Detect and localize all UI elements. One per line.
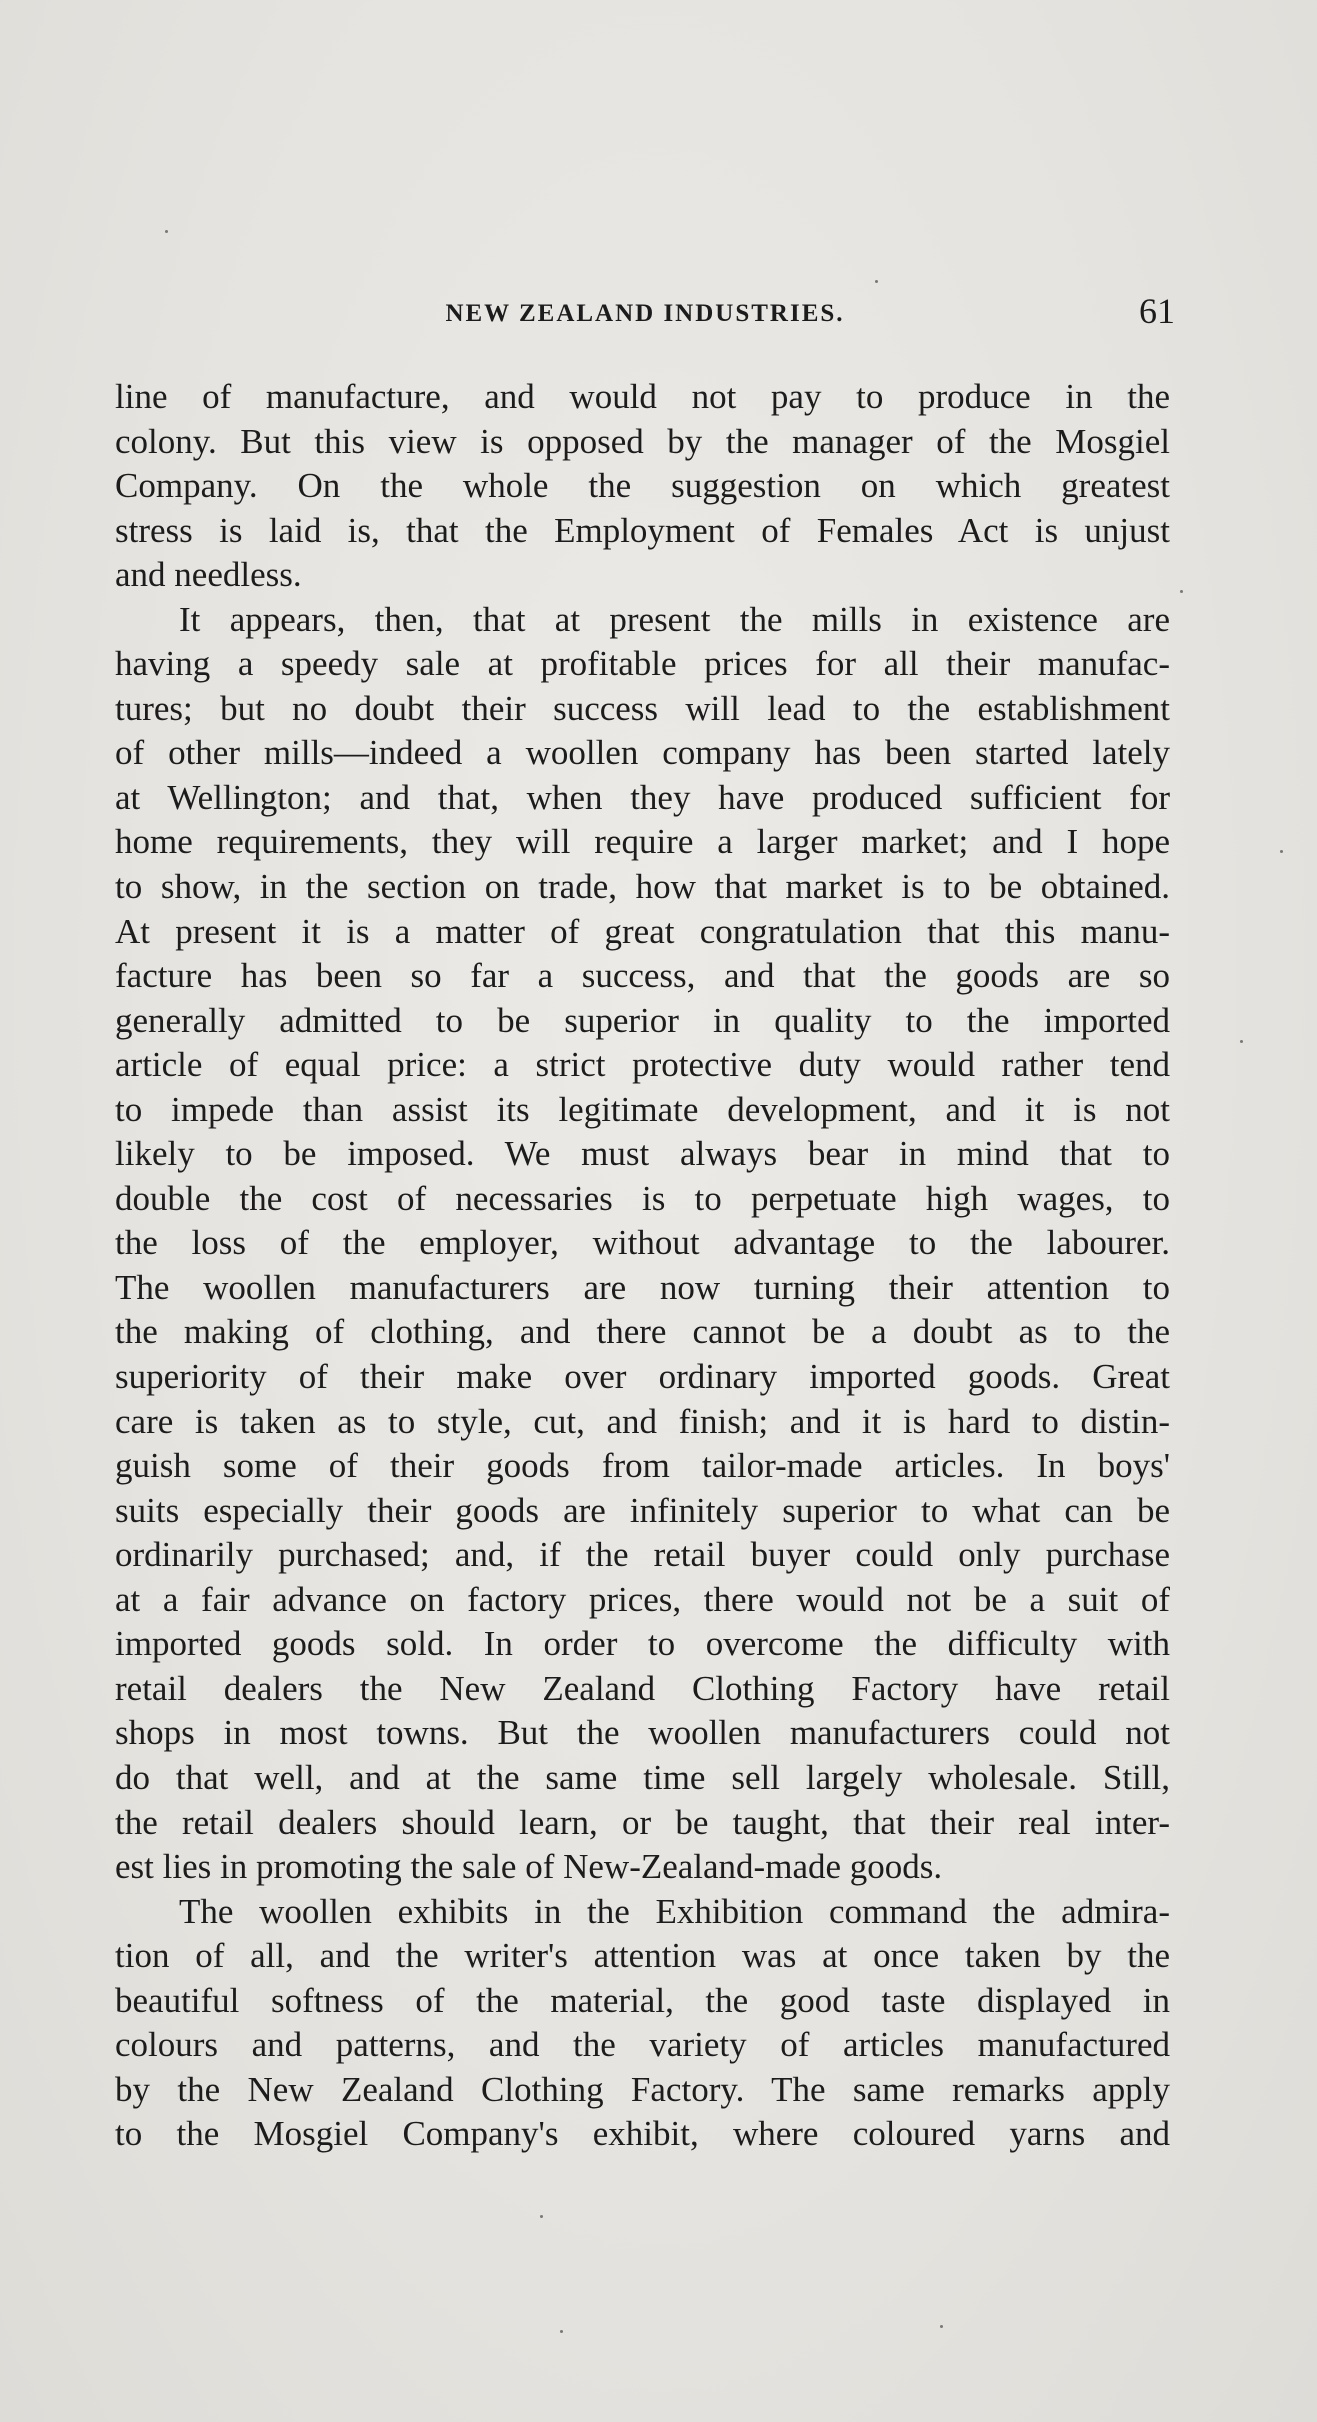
text-line: likely to be imposed. We must always bear in mind that to — [115, 1134, 1170, 1174]
text-line: double the cost of necessaries is to perpetuate high wages, to — [115, 1178, 1170, 1218]
text-line: at a fair advance on factory prices, there would not be a suit of — [115, 1579, 1170, 1619]
text-line: superiority of their make over ordinary imported goods. Great — [115, 1357, 1170, 1397]
text-line: tion of all, and the writer's attention was at once taken by the — [115, 1936, 1170, 1976]
text-line: to show, in the section on trade, how that market is to be obtained. — [115, 867, 1170, 907]
text-line: shops in most towns. But the woollen manufacturers could not — [115, 1713, 1170, 1753]
text-line: the loss of the employer, without advantage to the labourer. — [115, 1223, 1170, 1263]
text-line: of other mills—indeed a woollen company has been started lately — [115, 733, 1170, 773]
text-line: the retail dealers should learn, or be taught, that their real inter- — [115, 1802, 1170, 1842]
paper-speck — [875, 280, 878, 283]
paper-speck — [540, 2215, 543, 2218]
text-line: stress is laid is, that the Employment of Females Act is unjust — [115, 510, 1170, 550]
text-line: The woollen manufacturers are now turning their attention to — [115, 1267, 1170, 1307]
body-text — [115, 375, 1170, 2157]
text-line: to the Mosgiel Company's exhibit, where coloured yarns and — [115, 2114, 1170, 2154]
page-number: 61 — [1139, 291, 1175, 331]
text-line: at Wellington; and that, when they have produced sufficient for — [115, 777, 1170, 817]
paper-speck — [165, 230, 168, 233]
paragraph — [115, 1890, 1170, 2157]
text-line: article of equal price: a strict protective duty would rather tend — [115, 1045, 1170, 1085]
text-line: colony. But this view is opposed by the manager of the Mosgiel — [115, 421, 1170, 461]
text-line: The woollen exhibits in the Exhibition command the admira- — [179, 1891, 1170, 1931]
text-line: beautiful softness of the material, the good taste displayed in — [115, 1980, 1170, 2020]
text-line: generally admitted to be superior in quality to the imported — [115, 1000, 1170, 1040]
text-line: to impede than assist its legitimate development, and it is not — [115, 1089, 1170, 1129]
running-head — [115, 290, 1175, 340]
text-line: ordinarily purchased; and, if the retail buyer could only purchase — [115, 1535, 1170, 1575]
text-line: retail dealers the New Zealand Clothing Factory have retail — [115, 1668, 1170, 1708]
text-line: est lies in promoting the sale of New-Zealand-made goods. — [115, 1847, 943, 1887]
text-line: do that well, and at the same time sell largely wholesale. Still, — [115, 1757, 1170, 1797]
text-line: home requirements, they will require a larger market; and I hope — [115, 822, 1170, 862]
text-line: care is taken as to style, cut, and finish; and it is hard to distin- — [115, 1401, 1170, 1441]
running-title: NEW ZEALAND INDUSTRIES. — [445, 300, 845, 327]
paper-speck — [1240, 1040, 1243, 1043]
text-line: imported goods sold. In order to overcome the difficulty with — [115, 1624, 1170, 1664]
paragraph — [115, 375, 1170, 598]
text-line: line of manufacture, and would not pay to produce in the — [115, 377, 1170, 416]
text-line: facture has been so far a success, and that the goods are so — [115, 956, 1170, 996]
text-line: having a speedy sale at profitable prices for all their manufac- — [115, 644, 1170, 684]
text-line: At present it is a matter of great congratulation that this manu- — [115, 911, 1170, 951]
paper-speck — [560, 2330, 563, 2333]
text-line: colours and patterns, and the variety of articles manufactured — [115, 2025, 1170, 2065]
text-line: tures; but no doubt their success will lead to the establishment — [115, 688, 1170, 728]
text-line: the making of clothing, and there cannot be a doubt as to the — [115, 1312, 1170, 1352]
text-line: It appears, then, that at present the mills in existence are — [179, 599, 1170, 639]
text-line: Company. On the whole the suggestion on which greatest — [115, 466, 1170, 506]
paper-speck — [1280, 850, 1283, 853]
paragraph — [115, 598, 1170, 1890]
text-line: and needless. — [115, 555, 302, 595]
text-line: suits especially their goods are infinitely superior to what can be — [115, 1490, 1170, 1530]
paper-speck — [1180, 590, 1183, 593]
paper-speck — [940, 2325, 943, 2328]
text-line: by the New Zealand Clothing Factory. The same remarks apply — [115, 2069, 1170, 2109]
text-line: guish some of their goods from tailor-made articles. In boys' — [115, 1446, 1170, 1486]
